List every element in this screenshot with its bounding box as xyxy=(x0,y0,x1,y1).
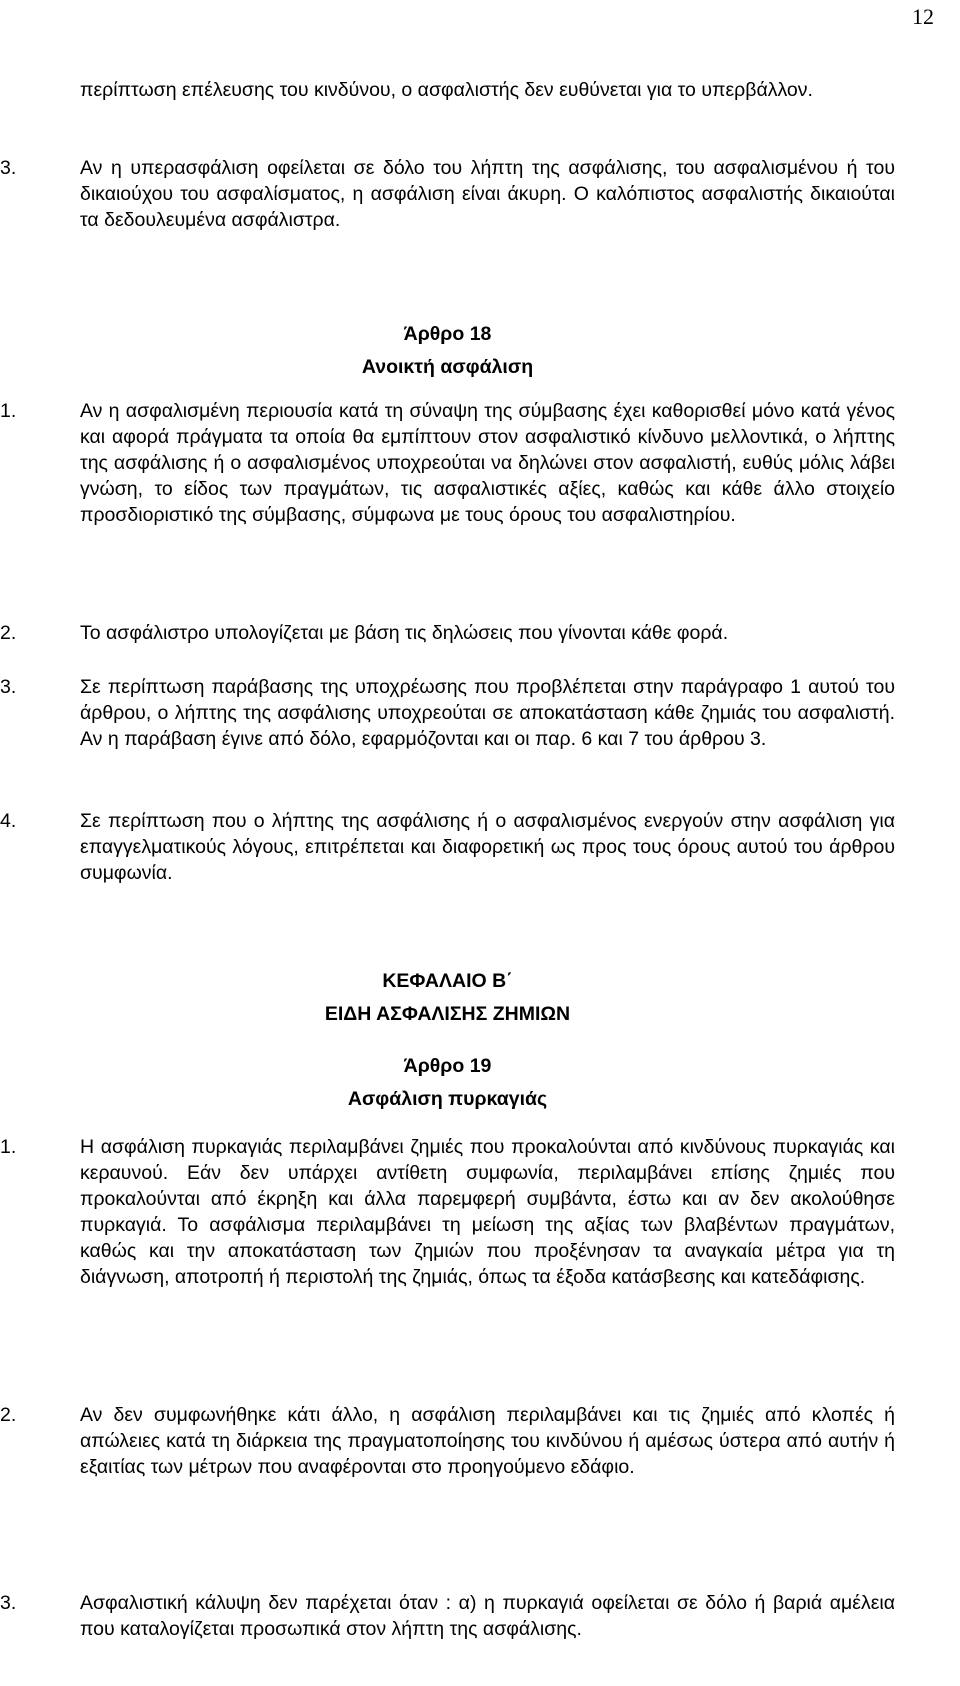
paragraph-number: 4. xyxy=(0,810,17,832)
chapter-title: ΕΙΔΗ ΑΣΦΑΛΙΣΗΣ ΖΗΜΙΩΝ xyxy=(324,1003,571,1025)
paragraph-number: 2. xyxy=(0,1404,17,1426)
paragraph-number: 3. xyxy=(0,1592,17,1614)
intro-paragraph: περίπτωση επέλευσης του κινδύνου, ο ασφαλιστής δεν ευθύνεται για το υπερβάλλον. xyxy=(80,79,813,101)
paragraph-text: Σε περίπτωση που ο λήπτης της ασφάλισης ή ο ασφαλισμένος ενεργούν στην ασφάλιση για επαγγελματικούς λόγους, επιτρέπεται και διαφορετική ως προς τους όρους αυτού του άρθρου συμφωνία. xyxy=(80,810,895,884)
paragraph-text: Η ασφάλιση πυρκαγιάς περιλαμβάνει ζημιές που προκαλούνται από κινδύνους πυρκαγιάς και κεραυνού. Εάν δεν υπάρχει αντίθετη συμφωνία, περιλαμβάνει επίσης ζημιές που προκαλούνται από έκρηξη και άλλα παρεμφερή συμβάντα, έστω και αν δεν ακολούθησε πυρκαγιά. Το ασφάλισμα περιλαμβάνει τη μείωση της αξίας των βλαβέντων πραγμάτων, καθώς και την αποκατάσταση των ζημιών που προξένησαν τα αναγκαία μέτρα για τη διάγνωση, αποτροπή ή περιστολή της ζημιάς, όπως τα έξοδα κατάσβεσης και κατεδάφισης. xyxy=(80,1136,895,1288)
paragraph-text: Το ασφάλιστρο υπολογίζεται με βάση τις δηλώσεις που γίνονται κάθε φορά. xyxy=(80,622,729,644)
article-18-paragraph-1 xyxy=(0,398,895,528)
article-19-heading xyxy=(0,1050,895,1116)
article-19-paragraph-1 xyxy=(0,1134,895,1290)
article-18-heading xyxy=(0,318,895,384)
paragraph-text: Σε περίπτωση παράβασης της υποχρέωσης που προβλέπεται στην παράγραφο 1 αυτού του άρθρου, ο λήπτης της ασφάλισης υποχρεούται σε αποκατάσταση κάθε ζημιάς του ασφαλιστή. Αν η παράβαση έγινε από δόλο, εφαρμόζονται και οι παρ. 6 και 7 του άρθρου 3. xyxy=(80,676,895,750)
article-label: Άρθρο 18 xyxy=(403,323,492,345)
article-19-paragraph-3 xyxy=(0,1590,895,1642)
article-19-paragraph-2 xyxy=(0,1402,895,1480)
page-number: 12 xyxy=(912,4,934,29)
article-title: Ασφάλιση πυρκαγιάς xyxy=(347,1088,548,1110)
article-18-paragraph-2 xyxy=(0,620,895,646)
article-18-paragraph-4 xyxy=(0,808,895,886)
article-label: Άρθρο 19 xyxy=(403,1055,492,1077)
chapter-heading xyxy=(0,965,895,1031)
article-title: Ανοικτή ασφάλιση xyxy=(361,356,534,378)
paragraph-number: 1. xyxy=(0,1136,17,1158)
paragraph-text: Αν δεν συμφωνήθηκε κάτι άλλο, η ασφάλιση περιλαμβάνει και τις ζημιές από κλοπές ή απώλειες κατά τη διάρκεια της πραγματοποίησης του κινδύνου ή αμέσως ύστερα από αυτήν ή εξαιτίας των μέτρων που αναφέρονται στο προηγούμενο εδάφιο. xyxy=(80,1404,895,1478)
chapter-label: ΚΕΦΑΛΑΙΟ Β΄ xyxy=(382,970,513,992)
paragraph-number: 3. xyxy=(0,157,17,179)
paragraph-number: 2. xyxy=(0,622,17,644)
paragraph-text: Ασφαλιστική κάλυψη δεν παρέχεται όταν : α) η πυρκαγιά οφείλεται σε δόλο ή βαριά αμέλεια που καταλογίζεται προσωπικά στον λήπτη της ασφάλισης. xyxy=(80,1592,895,1640)
article-18-paragraph-3 xyxy=(0,674,895,752)
paragraph-number: 1. xyxy=(0,400,17,422)
paragraph-number: 3. xyxy=(0,676,17,698)
paragraph-text: Αν η υπερασφάλιση οφείλεται σε δόλο του λήπτη της ασφάλισης, του ασφαλισμένου ή του δικαιούχου του ασφαλίσματος, η ασφάλιση είναι άκυρη. Ο καλόπιστος ασφαλιστής δικαιούται τα δεδουλευμένα ασφάλιστρα. xyxy=(80,157,895,231)
paragraph-text: Αν η ασφαλισμένη περιουσία κατά τη σύναψη της σύμβασης έχει καθορισθεί μόνο κατά γένος και αφορά πράγματα τα οποία θα εμπίπτουν στον ασφαλιστικό κίνδυνο μελλοντικά, ο λήπτης της ασφάλισης ή ο ασφαλισμένος υποχρεούται να δηλώνει στον ασφαλιστή, ευθύς μόλις λάβει γνώση, το είδος των πραγμάτων, τις ασφαλιστικές αξίες, καθώς και κάθε άλλο στοιχείο προσδιοριστικό της σύμβασης, σύμφωνα με τους όρους του ασφαλιστηρίου. xyxy=(80,400,895,526)
prev-article-paragraph-3 xyxy=(0,155,895,233)
